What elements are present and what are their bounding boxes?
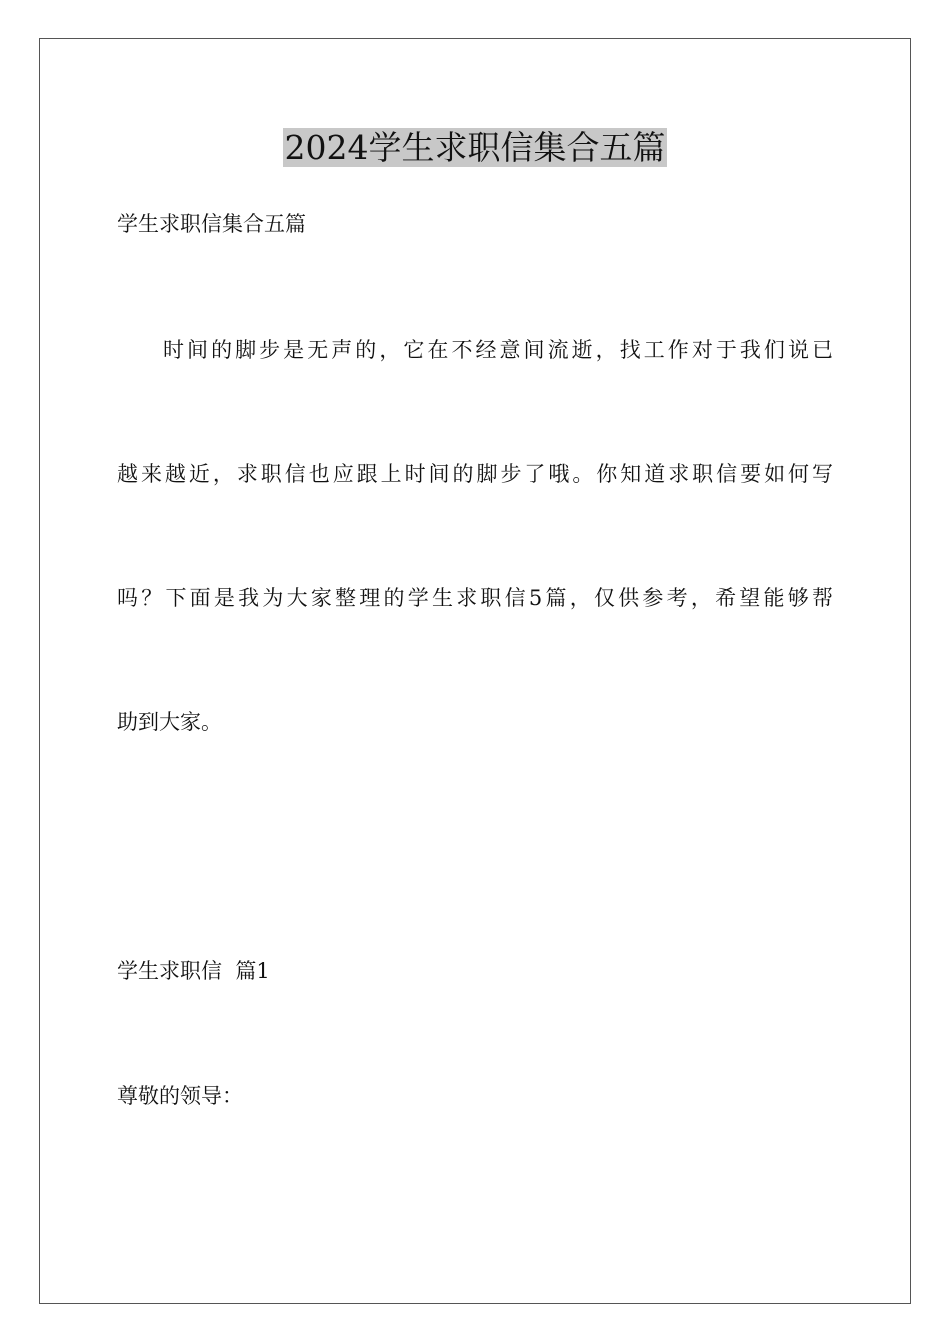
document-title-text: 2024学生求职信集合五篇: [284, 128, 666, 167]
intro-line-4: 助到大家。: [117, 710, 222, 734]
section-heading: 学生求职信 篇1: [117, 959, 270, 983]
intro-line-2: 越来越近，求职信也应跟上时间的脚步了哦。你知道求职信要如何写: [117, 462, 833, 486]
salutation: 尊敬的领导：: [117, 1084, 243, 1108]
document-title: [0, 126, 950, 170]
document-subtitle: 学生求职信集合五篇: [117, 212, 306, 236]
intro-line-1: 时间的脚步是无声的，它在不经意间流逝，找工作对于我们说已: [163, 338, 833, 362]
intro-line-3: 吗？下面是我为大家整理的学生求职信5篇，仅供参考，希望能够帮: [117, 586, 833, 610]
